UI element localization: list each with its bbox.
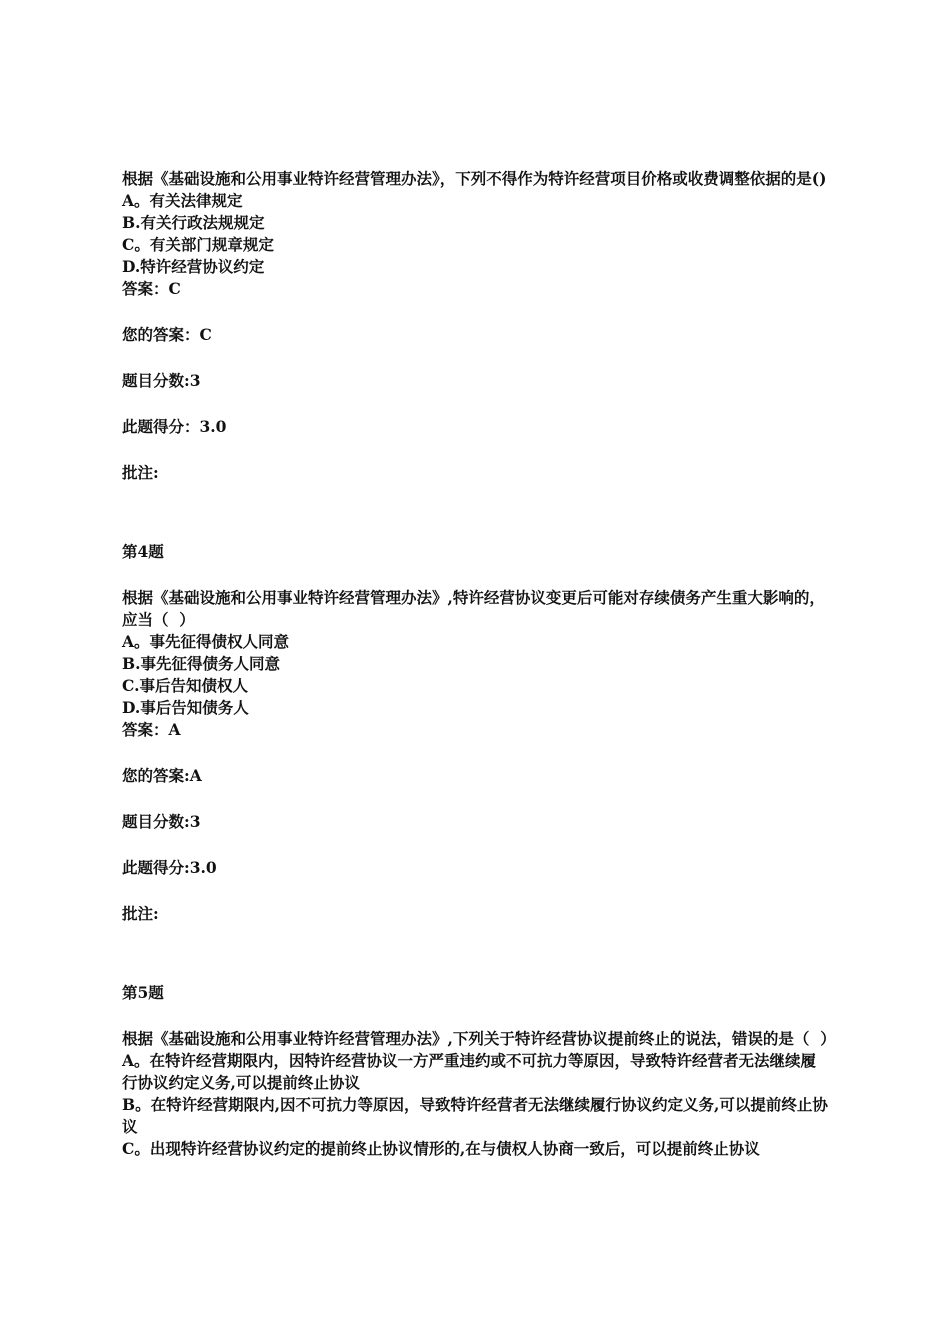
question-4-option-a: A。事先征得债权人同意: [122, 632, 290, 651]
question-3-option-b: B.有关行政法规规定: [122, 213, 265, 232]
question-3-your-answer: 您的答案：C: [122, 325, 212, 344]
question-3: [122, 168, 828, 484]
question-3-option-c: C。有关部门规章规定: [122, 235, 274, 254]
question-5-option-a: A。在特许经营期限内，因特许经营协议一方严重违约或不可抗力等原因，导致特许经营者无法继续履行协议约定义务,可以提前终止协议: [122, 1051, 817, 1092]
question-5-option-c: C。出现特许经营协议约定的提前终止协议情形的,在与债权人协商一致后，可以提前终止协议: [122, 1139, 760, 1158]
question-4-stem: 根据《基础设施和公用事业特许经营管理办法》,特许经营协议变更后可能对存续债务产生重大影响的，应当（ ）: [122, 588, 825, 629]
question-4-score: 题目分数:3: [122, 812, 201, 831]
question-5-stem: 根据《基础设施和公用事业特许经营管理办法》,下列关于特许经营协议提前终止的说法，错误的是（ ）: [122, 1029, 836, 1048]
question-4-got: 此题得分:3.0: [122, 858, 217, 877]
document-page: [122, 168, 836, 1160]
question-3-answer: 答案：C: [122, 279, 181, 298]
question-4: [122, 541, 828, 925]
question-4-heading: 第4题: [122, 542, 164, 561]
question-5: [122, 982, 836, 1160]
question-3-score: 题目分数:3: [122, 371, 201, 390]
question-3-stem: 根据《基础设施和公用事业特许经营管理办法》，下列不得作为特许经营项目价格或收费调整依据的是(): [122, 169, 827, 188]
question-5-heading: 第5题: [122, 983, 164, 1002]
question-5-option-b: B。在特许经营期限内,因不可抗力等原因，导致特许经营者无法继续履行协议约定义务,可以提前终止协议: [122, 1095, 828, 1136]
question-4-option-d: D.事后告知债务人: [122, 698, 249, 717]
question-4-option-c: C.事后告知债权人: [122, 676, 248, 695]
question-3-got: 此题得分：3.0: [122, 417, 227, 436]
question-3-comment: 批注:: [122, 463, 159, 482]
question-4-your-answer: 您的答案:A: [122, 766, 202, 785]
question-4-comment: 批注:: [122, 904, 159, 923]
question-4-answer: 答案：A: [122, 720, 181, 739]
question-4-option-b: B.事先征得债务人同意: [122, 654, 280, 673]
question-3-option-a: A。有关法律规定: [122, 191, 243, 210]
question-3-option-d: D.特许经营协议约定: [122, 257, 265, 276]
